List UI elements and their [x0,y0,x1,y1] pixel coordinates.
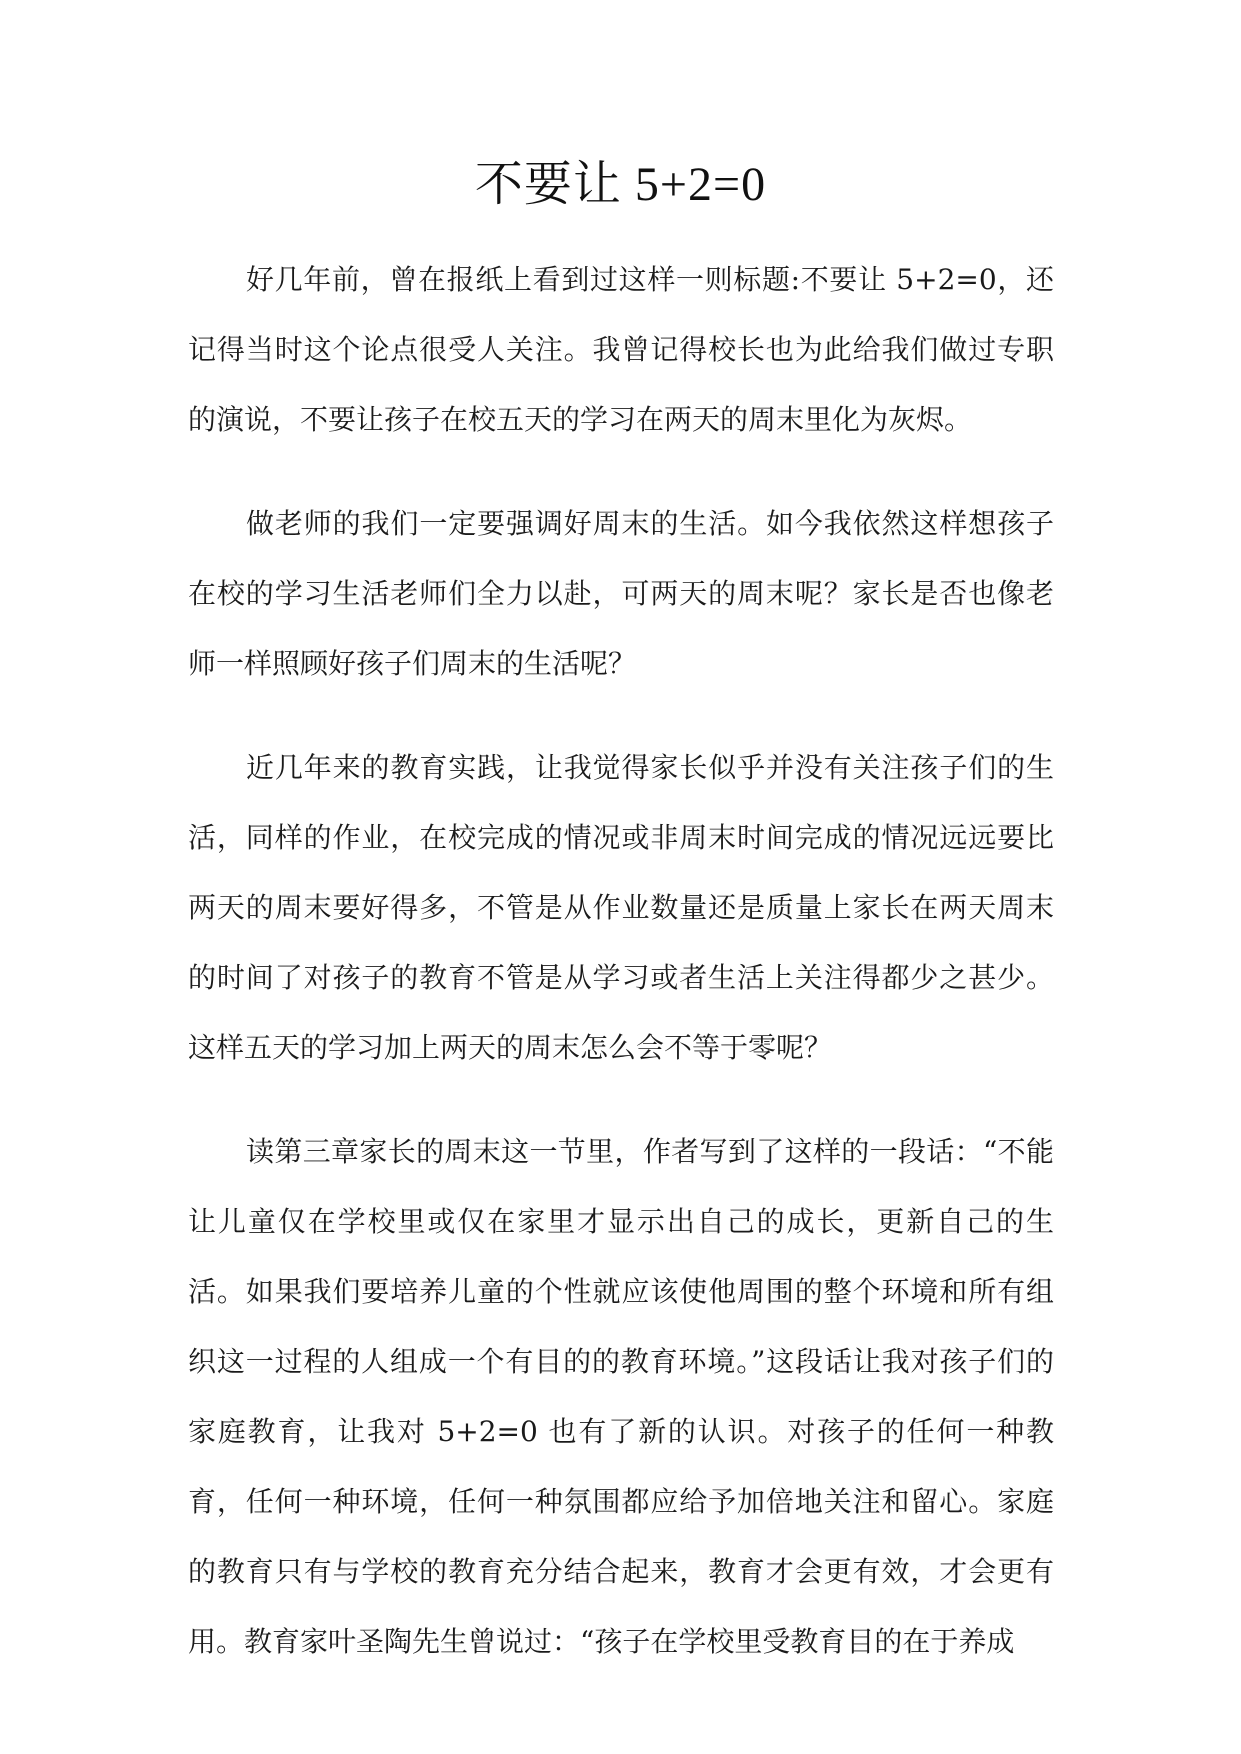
document-title: 不要让 5+2=0 [474,158,767,211]
paragraph-1: 好几年前，曾在报纸上看到过这样一则标题:不要让 5+2=0，还记得当时这个论点很受人关注。我曾记得校长也为此给我们做过专职的演说，不要让孩子在校五天的学习在两天的周末里化为灰烬。 [188,263,1054,436]
paragraph-2: 做老师的我们一定要强调好周末的生活。如今我依然这样想孩子在校的学习生活老师们全力以赴，可两天的周末呢？家长是否也像老师一样照顾好孩子们周末的生活呢？ [188,507,1054,680]
paragraph-3: 近几年来的教育实践，让我觉得家长似乎并没有关注孩子们的生活，同样的作业，在校完成的情况或非周末时间完成的情况远远要比两天的周末要好得多，不管是从作业数量还是质量上家长在两天周末的时间了对孩子的教育不管是从学习或者生活上关注得都少之甚少。这样五天的学习加上两天的周末怎么会不等于零呢？ [188,751,1054,1064]
paragraph-4: 读第三章家长的周末这一节里，作者写到了这样的一段话：“不能让儿童仅在学校里或仅在家里才显示出自己的成长，更新自己的生活。如果我们要培养儿童的个性就应该使他周围的整个环境和所有组织这一过程的人组成一个有目的的教育环境。”这段话让我对孩子们的家庭教育，让我对 5+2=0 也有了新的认识。对孩子的任何一种教育，任何一种环境，任何一种氛围都应给予加倍地关注和留心。家庭的教育只有与学校的教育充分结合起来，教育才会更有效，才会更有用。教育家叶圣陶先生曾说过：“孩子在学校里受教育目的在于养成 [188,1135,1054,1658]
document-body [188,245,1054,1677]
